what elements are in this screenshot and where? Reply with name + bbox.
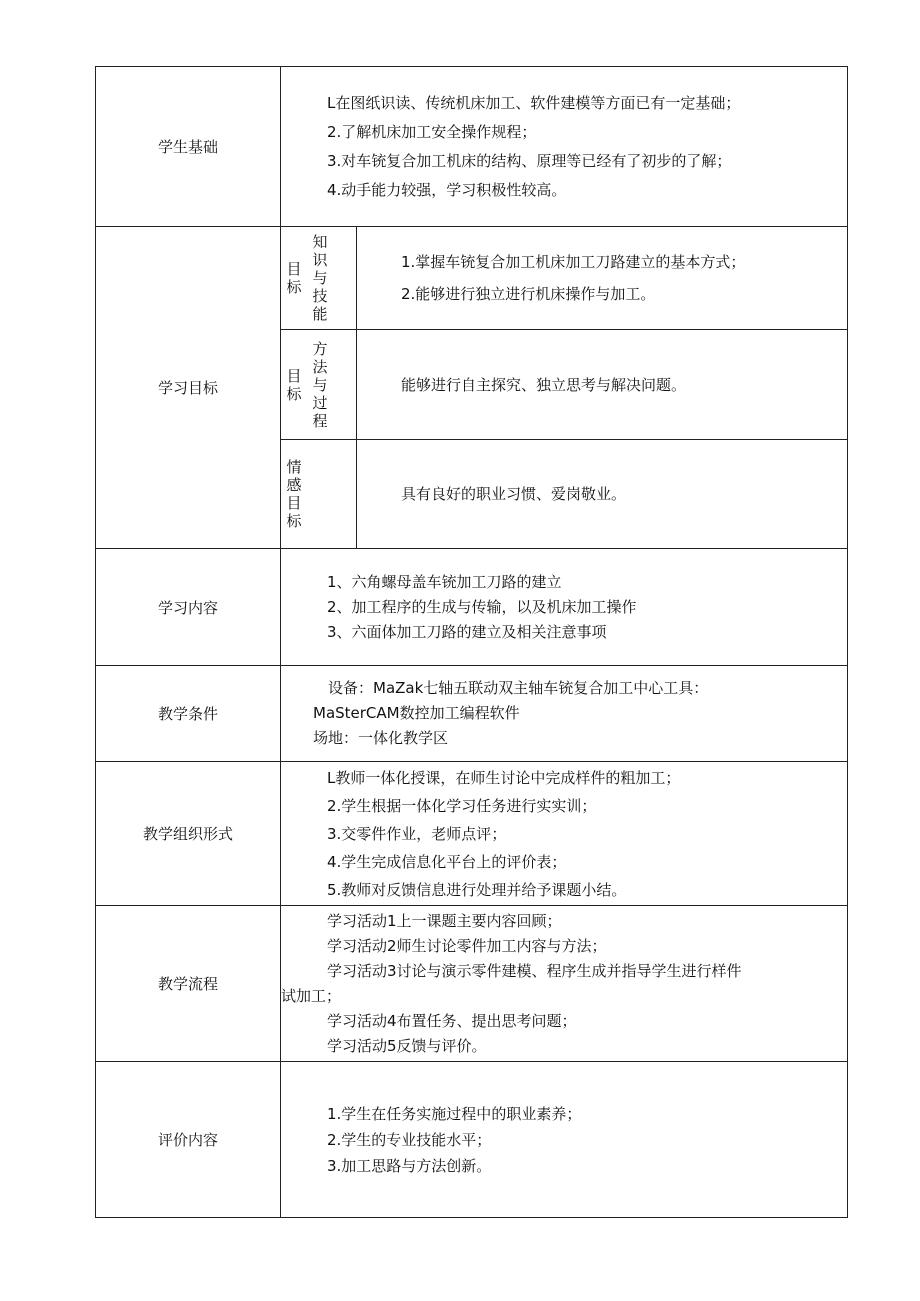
content-teaching-conditions [281, 666, 848, 762]
content-knowledge-skills [357, 227, 848, 330]
label-teaching-organization: 教学组织形式 [96, 762, 281, 906]
content-evaluation [281, 1062, 848, 1218]
label-student-basis: 学生基础 [96, 67, 281, 227]
sublabel-emotion-goal: 情 感 目 标 [281, 440, 357, 549]
label-learning-content: 学习内容 [96, 549, 281, 666]
list-item: 设备：MaZak七轴五联动双主轴车铳复合加工中心工具： [328, 679, 709, 697]
list-item: 1、六角螺母盖车铳加工刀路的建立 [327, 572, 562, 591]
content-learning-content [281, 549, 848, 666]
content-method-process [357, 330, 848, 440]
content-teaching-process [281, 906, 848, 1062]
label-teaching-process: 教学流程 [96, 906, 281, 1062]
list-item: 具有良好的职业习惯、爱岗敬业。 [401, 485, 627, 503]
content-student-basis [281, 67, 848, 227]
list-item: 学习活动1上一课题主要内容回顾； [327, 911, 562, 930]
list-item: 2、加工程序的生成与传输，以及机床加工操作 [327, 597, 637, 616]
list-item: 3、六面体加工刀路的建立及相关注意事项 [327, 622, 607, 641]
label-learning-objectives: 学习目标 [96, 227, 281, 549]
list-item: L教师一体化授课，在师生讨论中完成样件的粗加工； [327, 768, 681, 787]
row-student-basis [96, 67, 848, 227]
list-item: 能够进行自主探究、独立思考与解决问题。 [401, 375, 687, 394]
list-item: 3.加工思路与方法创新。 [327, 1156, 492, 1175]
list-item: 5.教师对反馈信息进行处理并给予课题小结。 [327, 880, 627, 899]
label-evaluation: 评价内容 [96, 1062, 281, 1218]
sublabel-method-process: 目 标 方 法 与 过 程 [281, 330, 357, 440]
list-item: 学习活动5反馈与评价。 [327, 1036, 487, 1055]
list-item: 学习活动3讨论与演示零件建模、程序生成并指导学生进行样件 [327, 961, 742, 980]
row-objective-knowledge [96, 227, 848, 330]
list-item: L在图纸识读、传统机床加工、软件建模等方面已有一定基础； [327, 93, 741, 112]
row-teaching-conditions [96, 666, 848, 762]
list-item: 2.学生根据一体化学习任务进行实实训； [327, 796, 597, 815]
list-item: 学习活动4布置任务、提出思考问题； [327, 1011, 577, 1030]
list-item: 1.掌握车铳复合加工机床加工刀路建立的基本方式； [401, 253, 746, 271]
row-learning-content [96, 549, 848, 666]
label-teaching-conditions: 教学条件 [96, 666, 281, 762]
content-emotion-goal [357, 440, 848, 549]
list-item: MaSterCAM数控加工编程软件 [313, 704, 520, 722]
list-item: 场地：一体化教学区 [313, 729, 449, 747]
list-item: 4.动手能力较强，学习积极性较高。 [327, 180, 567, 199]
list-item: 2.了解机床加工安全操作规程； [327, 122, 537, 141]
list-item: 2.学生的专业技能水平； [327, 1130, 492, 1149]
list-item: 3.交零件作业，老师点评； [327, 824, 507, 843]
sublabel-knowledge-skills: 目 标 知 识 与 技 能 [281, 227, 357, 330]
row-teaching-organization [96, 762, 848, 906]
list-item: 试加工； [281, 986, 342, 1005]
content-teaching-organization [281, 762, 848, 906]
list-item: 1.学生在任务实施过程中的职业素养； [327, 1104, 582, 1123]
list-item: 4.学生完成信息化平台上的评价表； [327, 852, 567, 871]
list-item: 学习活动2师生讨论零件加工内容与方法； [327, 936, 607, 955]
list-item: 3.对车铳复合加工机床的结构、原理等已经有了初步的了解； [327, 151, 732, 170]
lesson-plan-table [95, 66, 848, 1218]
row-teaching-process [96, 906, 848, 1062]
list-item: 2.能够进行独立进行机床操作与加工。 [401, 285, 656, 303]
row-evaluation [96, 1062, 848, 1218]
